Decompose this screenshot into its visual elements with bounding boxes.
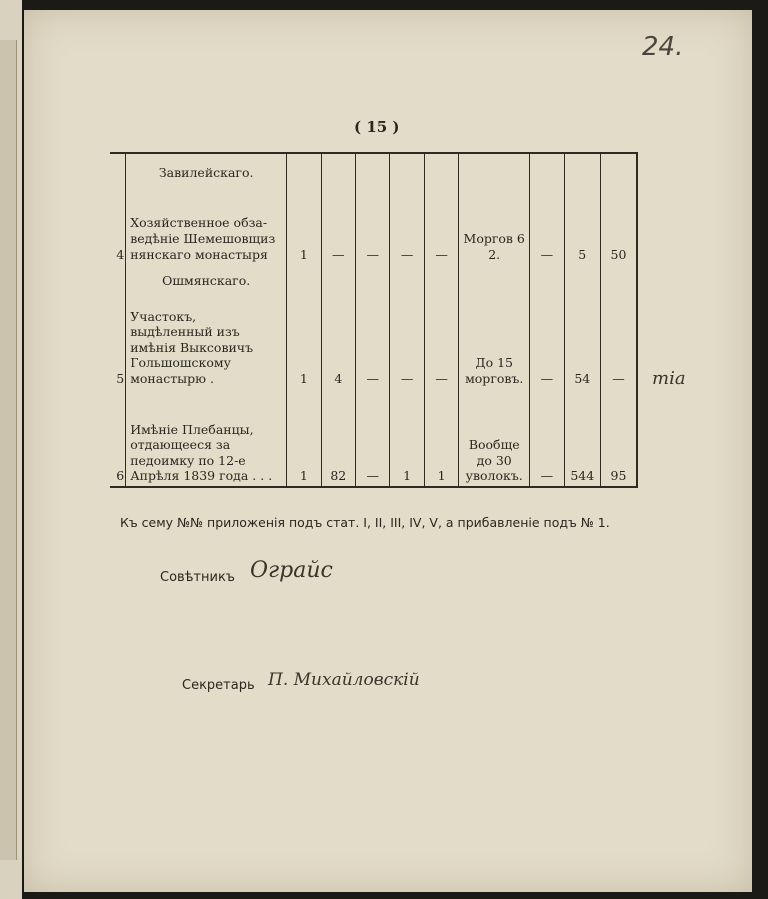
secretary-signature: П. Михайловскій <box>268 670 420 690</box>
printed-page-number: ( 15 ) <box>354 118 400 136</box>
attachments-note: Къ сему №№ приложенія подъ стат. I, II, III, IV, V, а прибавленіе подъ № 1. <box>120 515 610 530</box>
district-heading-zavileisk: Завилейскаго. <box>126 153 287 192</box>
table-row: 4 Хозяйственное обза-ведѣніе Шемешовщиз нянскаго монастыря 1 — — — — Моргов 6 2. — 5 50 <box>110 192 637 264</box>
document-page <box>24 10 752 892</box>
district-heading-oshmyansk: Ошмянскаго. <box>126 264 287 297</box>
previous-page-shadow <box>0 40 17 860</box>
secretary-label: Секретарь <box>182 678 255 693</box>
table-row: 5 Участокъ, выдѣленный изъ имѣнія Выксовичъ Гольшошскому монастырю . 1 4 — — — До 15 морговъ. — 54 — <box>110 297 637 389</box>
archive-folio-number: 24. <box>642 32 684 62</box>
advisor-label: Совѣтникъ <box>160 570 235 585</box>
margin-handwritten-note: тіа <box>652 368 686 389</box>
advisor-signature: Ограйс <box>250 558 333 583</box>
table-row: 6 Имѣніе Плебанцы, отдающееся за педоимку по 12-е Апрѣля 1839 года . . . 1 82 — 1 1 Вообще до 30 уволокъ. — 544 95 <box>110 389 637 487</box>
property-register-table <box>110 152 638 488</box>
